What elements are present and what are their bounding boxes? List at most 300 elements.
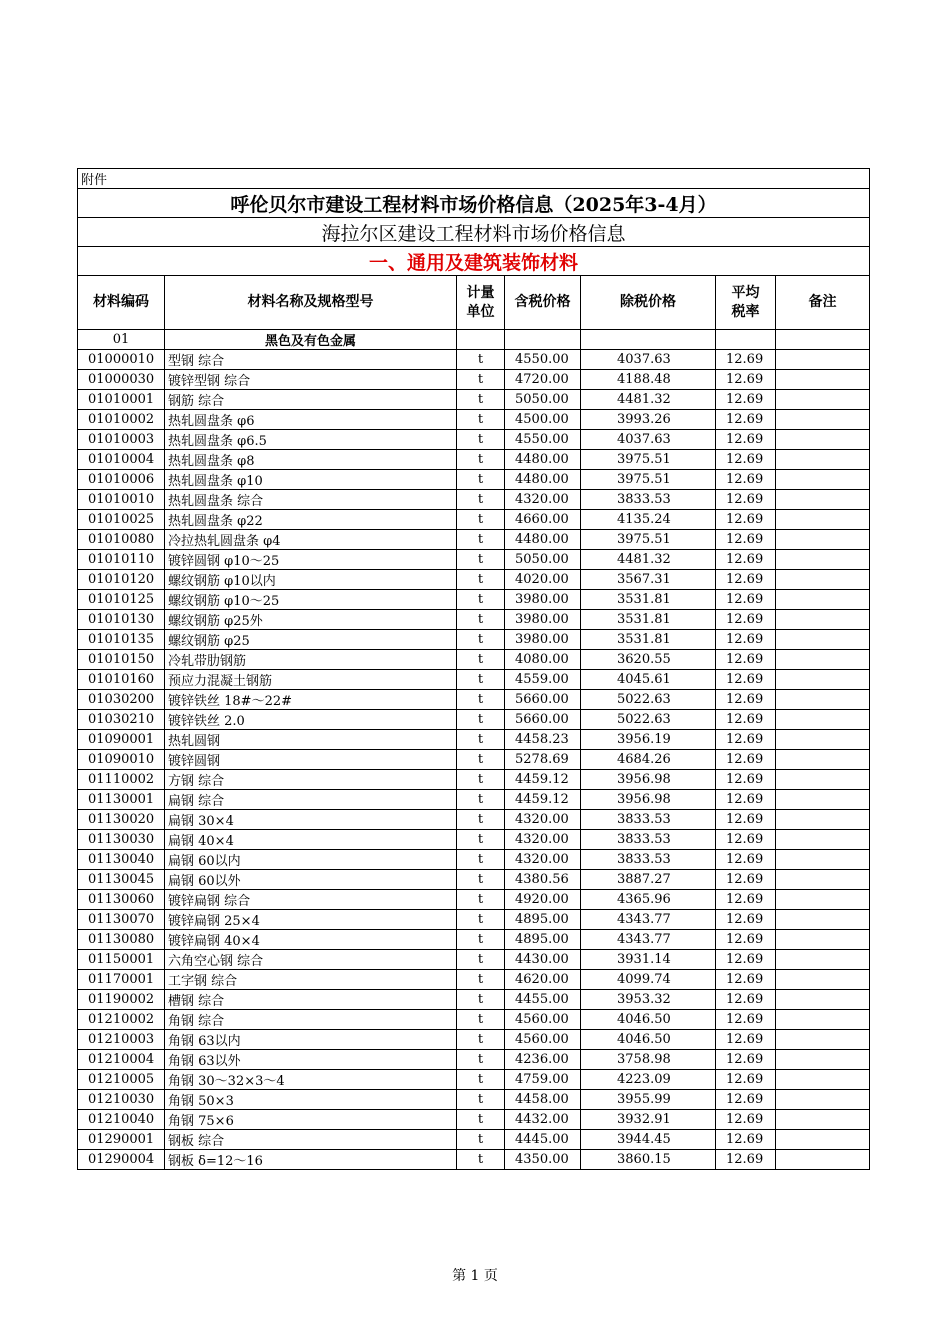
table-row [78, 1030, 870, 1050]
table-row [78, 870, 870, 890]
note-cell [776, 430, 870, 450]
price-with-tax: 5660.00 [505, 710, 581, 730]
tax-rate: 12.69 [716, 870, 776, 890]
material-name: 角钢 75×6 [165, 1110, 457, 1130]
table-row [78, 570, 870, 590]
unit: t [457, 710, 505, 730]
unit: t [457, 410, 505, 430]
price-without-tax: 3956.98 [581, 790, 716, 810]
tax-rate: 12.69 [716, 770, 776, 790]
unit: t [457, 770, 505, 790]
table-row [78, 610, 870, 630]
tax-rate: 12.69 [716, 950, 776, 970]
note-cell [776, 1010, 870, 1030]
material-name: 扁钢 60以内 [165, 850, 457, 870]
note-cell [776, 370, 870, 390]
price-without-tax: 4481.32 [581, 390, 716, 410]
unit: t [457, 650, 505, 670]
table-row [78, 1090, 870, 1110]
material-name: 扁钢 30×4 [165, 810, 457, 830]
unit: t [457, 1050, 505, 1070]
material-code: 01130060 [78, 890, 165, 910]
price-with-tax: 4500.00 [505, 410, 581, 430]
unit: t [457, 430, 505, 450]
material-code: 01010002 [78, 410, 165, 430]
material-code: 01030210 [78, 710, 165, 730]
table-row [78, 350, 870, 370]
price-without-tax: 3833.53 [581, 850, 716, 870]
note-cell [776, 870, 870, 890]
note-cell [776, 590, 870, 610]
table-row [78, 790, 870, 810]
note-cell [776, 510, 870, 530]
price-with-tax: 5050.00 [505, 550, 581, 570]
material-code: 01210003 [78, 1030, 165, 1050]
note-cell [776, 950, 870, 970]
material-code: 01010160 [78, 670, 165, 690]
unit: t [457, 470, 505, 490]
material-name: 钢板 综合 [165, 1130, 457, 1150]
tax-rate: 12.69 [716, 430, 776, 450]
price-with-tax: 5050.00 [505, 390, 581, 410]
material-name: 螺纹钢筋 φ10～25 [165, 590, 457, 610]
unit: t [457, 950, 505, 970]
table-row [78, 910, 870, 930]
price-with-tax: 4080.00 [505, 650, 581, 670]
tax-rate: 12.69 [716, 570, 776, 590]
unit: t [457, 670, 505, 690]
tax-rate: 12.69 [716, 1090, 776, 1110]
unit: t [457, 350, 505, 370]
note-cell [776, 1150, 870, 1170]
material-name: 镀锌铁丝 2.0 [165, 710, 457, 730]
unit: t [457, 450, 505, 470]
price-with-tax: 4480.00 [505, 450, 581, 470]
tax-rate: 12.69 [716, 350, 776, 370]
material-name: 冷拉热轧圆盘条 φ4 [165, 530, 457, 550]
unit: t [457, 1070, 505, 1090]
material-name: 螺纹钢筋 φ10以内 [165, 570, 457, 590]
material-code: 01130080 [78, 930, 165, 950]
material-rows [78, 350, 870, 1170]
material-name: 镀锌圆钢 φ10～25 [165, 550, 457, 570]
table-row [78, 430, 870, 450]
price-with-tax: 4660.00 [505, 510, 581, 530]
note-cell [776, 850, 870, 870]
tax-rate: 12.69 [716, 930, 776, 950]
tax-rate: 12.69 [716, 550, 776, 570]
price-with-tax: 4320.00 [505, 830, 581, 850]
price-without-tax: 3931.14 [581, 950, 716, 970]
material-name: 热轧圆盘条 φ8 [165, 450, 457, 470]
price-without-tax: 3953.32 [581, 990, 716, 1010]
material-code: 01210005 [78, 1070, 165, 1090]
page-number: 第 1 页 [452, 1268, 498, 1284]
price-without-tax: 4099.74 [581, 970, 716, 990]
empty-cell [716, 330, 776, 350]
price-without-tax: 5022.63 [581, 690, 716, 710]
price-without-tax: 3833.53 [581, 490, 716, 510]
price-without-tax: 3993.26 [581, 410, 716, 430]
price-without-tax: 4037.63 [581, 350, 716, 370]
section-row [78, 247, 870, 276]
tax-rate: 12.69 [716, 390, 776, 410]
material-name: 热轧圆盘条 φ6 [165, 410, 457, 430]
unit: t [457, 690, 505, 710]
table-row [78, 850, 870, 870]
price-without-tax: 3944.45 [581, 1130, 716, 1150]
unit: t [457, 990, 505, 1010]
header-rate: 平均税率 [716, 276, 776, 330]
header-row [78, 276, 870, 330]
tax-rate: 12.69 [716, 1010, 776, 1030]
tax-rate: 12.69 [716, 830, 776, 850]
price-with-tax: 4620.00 [505, 970, 581, 990]
material-name: 热轧圆钢 [165, 730, 457, 750]
note-cell [776, 810, 870, 830]
price-with-tax: 4020.00 [505, 570, 581, 590]
table-row [78, 470, 870, 490]
category-row [78, 330, 870, 350]
unit: t [457, 570, 505, 590]
material-code: 01190002 [78, 990, 165, 1010]
table-row [78, 1150, 870, 1170]
price-without-tax: 5022.63 [581, 710, 716, 730]
material-name: 热轧圆盘条 综合 [165, 490, 457, 510]
price-without-tax: 4045.61 [581, 670, 716, 690]
price-without-tax: 3975.51 [581, 450, 716, 470]
material-code: 01010080 [78, 530, 165, 550]
header-name: 材料名称及规格型号 [165, 276, 457, 330]
section-title: 一、通用及建筑装饰材料 [78, 247, 870, 276]
table-row [78, 1130, 870, 1150]
price-without-tax: 3567.31 [581, 570, 716, 590]
empty-cell [581, 330, 716, 350]
tax-rate: 12.69 [716, 410, 776, 430]
header-note: 备注 [776, 276, 870, 330]
material-code: 01030200 [78, 690, 165, 710]
material-code: 01210004 [78, 1050, 165, 1070]
note-cell [776, 630, 870, 650]
material-code: 01110002 [78, 770, 165, 790]
category-name: 黑色及有色金属 [165, 330, 457, 350]
table-row [78, 750, 870, 770]
table-row [78, 730, 870, 750]
material-code: 01000010 [78, 350, 165, 370]
tax-rate: 12.69 [716, 690, 776, 710]
unit: t [457, 790, 505, 810]
price-without-tax: 3531.81 [581, 610, 716, 630]
price-with-tax: 4458.00 [505, 1090, 581, 1110]
price-with-tax: 4445.00 [505, 1130, 581, 1150]
note-cell [776, 670, 870, 690]
note-cell [776, 450, 870, 470]
unit: t [457, 910, 505, 930]
material-code: 01130030 [78, 830, 165, 850]
unit: t [457, 1130, 505, 1150]
page-subtitle: 海拉尔区建设工程材料市场价格信息 [78, 218, 870, 247]
price-without-tax: 4135.24 [581, 510, 716, 530]
table-row [78, 1110, 870, 1130]
note-cell [776, 650, 870, 670]
price-with-tax: 4720.00 [505, 370, 581, 390]
unit: t [457, 1150, 505, 1170]
note-cell [776, 790, 870, 810]
material-code: 01170001 [78, 970, 165, 990]
material-name: 螺纹钢筋 φ25 [165, 630, 457, 650]
note-cell [776, 410, 870, 430]
price-without-tax: 3833.53 [581, 830, 716, 850]
price-without-tax: 4343.77 [581, 930, 716, 950]
tax-rate: 12.69 [716, 650, 776, 670]
unit: t [457, 530, 505, 550]
price-sheet [77, 168, 869, 1170]
tax-rate: 12.69 [716, 1110, 776, 1130]
page-title: 呼伦贝尔市建设工程材料市场价格信息（2025年3-4月） [78, 189, 870, 218]
unit: t [457, 810, 505, 830]
price-without-tax: 3887.27 [581, 870, 716, 890]
price-with-tax: 3980.00 [505, 630, 581, 650]
material-code: 01010125 [78, 590, 165, 610]
material-code: 01210040 [78, 1110, 165, 1130]
material-name: 预应力混凝土钢筋 [165, 670, 457, 690]
note-cell [776, 970, 870, 990]
material-code: 01290001 [78, 1130, 165, 1150]
table-row [78, 890, 870, 910]
price-without-tax: 3531.81 [581, 590, 716, 610]
table-row [78, 810, 870, 830]
price-with-tax: 4320.00 [505, 850, 581, 870]
material-name: 冷轧带肋钢筋 [165, 650, 457, 670]
price-with-tax: 4559.00 [505, 670, 581, 690]
tax-rate: 12.69 [716, 1030, 776, 1050]
unit: t [457, 390, 505, 410]
material-code: 01130001 [78, 790, 165, 810]
unit: t [457, 830, 505, 850]
note-cell [776, 930, 870, 950]
note-cell [776, 490, 870, 510]
tax-rate: 12.69 [716, 530, 776, 550]
price-without-tax: 4046.50 [581, 1010, 716, 1030]
price-without-tax: 3956.98 [581, 770, 716, 790]
tax-rate: 12.69 [716, 510, 776, 530]
material-name: 型钢 综合 [165, 350, 457, 370]
price-with-tax: 4458.23 [505, 730, 581, 750]
note-cell [776, 710, 870, 730]
unit: t [457, 510, 505, 530]
price-with-tax: 4895.00 [505, 910, 581, 930]
material-code: 01000030 [78, 370, 165, 390]
material-name: 角钢 综合 [165, 1010, 457, 1030]
unit: t [457, 1090, 505, 1110]
price-with-tax: 4320.00 [505, 810, 581, 830]
table-row [78, 970, 870, 990]
note-cell [776, 750, 870, 770]
material-name: 镀锌圆钢 [165, 750, 457, 770]
table-row [78, 490, 870, 510]
material-name: 镀锌扁钢 40×4 [165, 930, 457, 950]
price-without-tax: 3955.99 [581, 1090, 716, 1110]
price-table [77, 168, 870, 1170]
tax-rate: 12.69 [716, 1130, 776, 1150]
material-name: 热轧圆盘条 φ10 [165, 470, 457, 490]
price-with-tax: 3980.00 [505, 610, 581, 630]
price-with-tax: 4895.00 [505, 930, 581, 950]
material-name: 角钢 63以外 [165, 1050, 457, 1070]
price-without-tax: 4365.96 [581, 890, 716, 910]
material-code: 01010006 [78, 470, 165, 490]
unit: t [457, 1030, 505, 1050]
note-cell [776, 910, 870, 930]
note-cell [776, 1030, 870, 1050]
material-code: 01130070 [78, 910, 165, 930]
material-name: 镀锌型钢 综合 [165, 370, 457, 390]
tax-rate: 12.69 [716, 1070, 776, 1090]
material-name: 槽钢 综合 [165, 990, 457, 1010]
material-code: 01130045 [78, 870, 165, 890]
material-code: 01010135 [78, 630, 165, 650]
price-without-tax: 4343.77 [581, 910, 716, 930]
tax-rate: 12.69 [716, 750, 776, 770]
material-name: 钢板 δ=12～16 [165, 1150, 457, 1170]
material-code: 01210030 [78, 1090, 165, 1110]
table-row [78, 450, 870, 470]
material-name: 镀锌扁钢 25×4 [165, 910, 457, 930]
note-cell [776, 1090, 870, 1110]
unit: t [457, 490, 505, 510]
material-code: 01010004 [78, 450, 165, 470]
table-row [78, 510, 870, 530]
material-code: 01010110 [78, 550, 165, 570]
material-name: 角钢 30～32×3～4 [165, 1070, 457, 1090]
price-with-tax: 4480.00 [505, 470, 581, 490]
tax-rate: 12.69 [716, 590, 776, 610]
price-with-tax: 4320.00 [505, 490, 581, 510]
table-row [78, 370, 870, 390]
attachment-label: 附件 [78, 169, 870, 189]
table-row [78, 590, 870, 610]
price-with-tax: 4350.00 [505, 1150, 581, 1170]
unit: t [457, 870, 505, 890]
material-name: 角钢 50×3 [165, 1090, 457, 1110]
material-code: 01130040 [78, 850, 165, 870]
note-cell [776, 1130, 870, 1150]
table-row [78, 770, 870, 790]
tax-rate: 12.69 [716, 710, 776, 730]
tax-rate: 12.69 [716, 910, 776, 930]
category-code: 01 [78, 330, 165, 350]
empty-cell [776, 330, 870, 350]
table-row [78, 410, 870, 430]
material-name: 六角空心钢 综合 [165, 950, 457, 970]
price-without-tax: 3860.15 [581, 1150, 716, 1170]
unit: t [457, 930, 505, 950]
unit: t [457, 970, 505, 990]
note-cell [776, 530, 870, 550]
note-cell [776, 470, 870, 490]
material-code: 01010120 [78, 570, 165, 590]
price-without-tax: 4684.26 [581, 750, 716, 770]
title-row [78, 189, 870, 218]
tax-rate: 12.69 [716, 1050, 776, 1070]
note-cell [776, 390, 870, 410]
table-row [78, 710, 870, 730]
unit: t [457, 550, 505, 570]
unit: t [457, 590, 505, 610]
price-without-tax: 3758.98 [581, 1050, 716, 1070]
tax-rate: 12.69 [716, 850, 776, 870]
table-row [78, 390, 870, 410]
tax-rate: 12.69 [716, 450, 776, 470]
price-with-tax: 4459.12 [505, 770, 581, 790]
material-name: 热轧圆盘条 φ22 [165, 510, 457, 530]
table-row [78, 830, 870, 850]
material-code: 01010150 [78, 650, 165, 670]
price-with-tax: 4560.00 [505, 1010, 581, 1030]
note-cell [776, 1050, 870, 1070]
unit: t [457, 1110, 505, 1130]
tax-rate: 12.69 [716, 630, 776, 650]
material-name: 钢筋 综合 [165, 390, 457, 410]
price-with-tax: 4759.00 [505, 1070, 581, 1090]
table-row [78, 1010, 870, 1030]
price-with-tax: 5660.00 [505, 690, 581, 710]
price-with-tax: 4430.00 [505, 950, 581, 970]
price-with-tax: 4480.00 [505, 530, 581, 550]
unit: t [457, 890, 505, 910]
tax-rate: 12.69 [716, 810, 776, 830]
material-name: 角钢 63以内 [165, 1030, 457, 1050]
unit: t [457, 630, 505, 650]
price-with-tax: 4236.00 [505, 1050, 581, 1070]
price-with-tax: 4380.56 [505, 870, 581, 890]
unit: t [457, 730, 505, 750]
note-cell [776, 610, 870, 630]
material-name: 扁钢 40×4 [165, 830, 457, 850]
table-row [78, 670, 870, 690]
material-code: 01010001 [78, 390, 165, 410]
attachment-row [78, 169, 870, 189]
tax-rate: 12.69 [716, 730, 776, 750]
material-name: 扁钢 60以外 [165, 870, 457, 890]
note-cell [776, 690, 870, 710]
note-cell [776, 350, 870, 370]
price-with-tax: 4560.00 [505, 1030, 581, 1050]
tax-rate: 12.69 [716, 990, 776, 1010]
unit: t [457, 1010, 505, 1030]
price-with-tax: 4455.00 [505, 990, 581, 1010]
table-row [78, 630, 870, 650]
table-row [78, 990, 870, 1010]
material-code: 01150001 [78, 950, 165, 970]
price-with-tax: 4550.00 [505, 430, 581, 450]
price-without-tax: 3975.51 [581, 470, 716, 490]
material-code: 01290004 [78, 1150, 165, 1170]
price-without-tax: 3833.53 [581, 810, 716, 830]
price-with-tax: 5278.69 [505, 750, 581, 770]
material-code: 01090010 [78, 750, 165, 770]
table-row [78, 930, 870, 950]
table-row [78, 950, 870, 970]
table-row [78, 1070, 870, 1090]
header-unit: 计量单位 [457, 276, 505, 330]
tax-rate: 12.69 [716, 610, 776, 630]
note-cell [776, 890, 870, 910]
material-name: 扁钢 综合 [165, 790, 457, 810]
unit: t [457, 850, 505, 870]
price-without-tax: 4188.48 [581, 370, 716, 390]
tax-rate: 12.69 [716, 890, 776, 910]
